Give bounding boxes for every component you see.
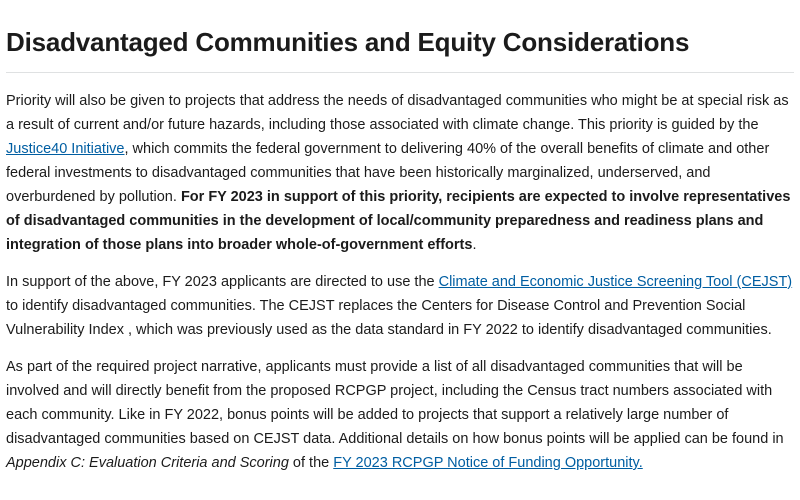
- cejst-tool-link[interactable]: Climate and Economic Justice Screening Tool (CEJST): [438, 274, 793, 290]
- paragraph-cejst-text-a: In support of the above, FY 2023 applicants are directed to use the: [6, 274, 439, 290]
- paragraph-narrative-text-b: of the: [288, 455, 334, 471]
- justice40-initiative-link[interactable]: Justice40 Initiative: [6, 141, 125, 157]
- paragraph-project-narrative: [6, 355, 794, 475]
- paragraph-priority-bold-text: For FY 2023 in support of this priority, recipients are expected to involve representatives of disadvantaged communities in the development of local/community preparedness and readiness plans and integration of those plans into broader whole-of-government efforts: [6, 189, 791, 253]
- paragraph-priority-text-b: , which commits the federal government to delivering 40% of the overall benefits of climate and other federal investments to disadvantaged communities that have been historically marginalized, underserved, and overburdened by pollution.: [6, 141, 770, 205]
- paragraph-cejst: [6, 270, 794, 342]
- nofo-link[interactable]: FY 2023 RCPGP Notice of Funding Opportunity.: [333, 455, 643, 471]
- appendix-c-reference: Appendix C: Evaluation Criteria and Scoring: [6, 455, 289, 471]
- paragraph-priority-text-c: .: [472, 237, 477, 253]
- heading-divider: [6, 72, 794, 73]
- paragraph-narrative-text-a: As part of the required project narrative, applicants must provide a list of all disadvantaged communities that will be involved and will directly benefit from the proposed RCPGP project, including the Census tract numbers associated with each community. Like in FY 2022, bonus points will be added to projects that support a relatively large number of disadvantaged communities based on CEJST data. Additional details on how bonus points will be applied can be found in: [6, 359, 784, 447]
- section-heading: Disadvantaged Communities and Equity Considerations: [6, 27, 690, 57]
- paragraph-cejst-text-b: to identify disadvantaged communities. The CEJST replaces the Centers for Disease Control and Prevention Social Vulnerability Index , which was previously used as the data standard in FY 2022 to identify disadvantaged communities.: [6, 298, 772, 338]
- paragraph-priority: [6, 89, 794, 257]
- paragraph-priority-text-a: Priority will also be given to projects that address the needs of disadvantaged communities who might be at special risk as a result of current and/or future hazards, including those associated with climate change. This priority is guided by the: [6, 93, 789, 133]
